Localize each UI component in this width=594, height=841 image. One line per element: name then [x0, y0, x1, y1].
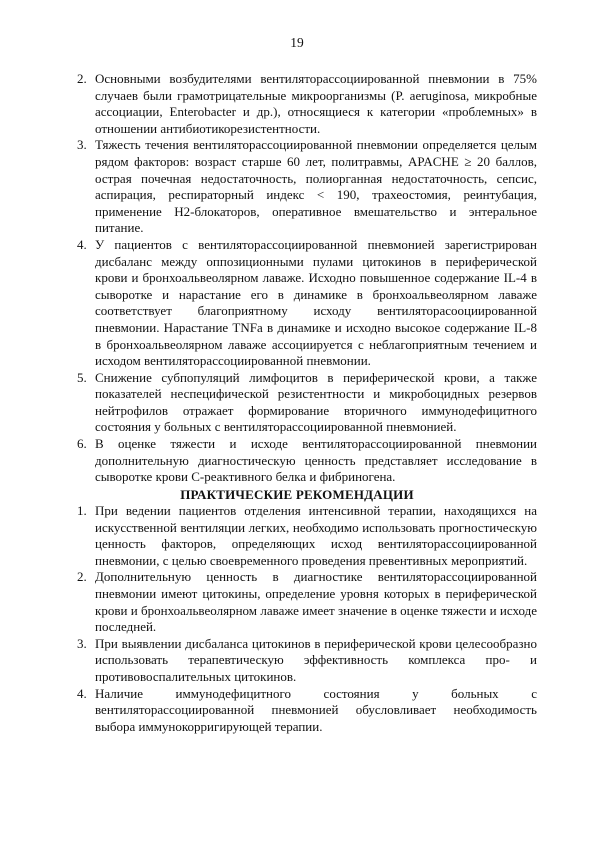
list-item — [77, 436, 537, 486]
list-item-text: Снижение субпопуляций лимфоцитов в периферической крови, а также показателей неспецифической резистентности и микробоцидных резервов нейтрофилов отражает формирование вторичного иммунодефицитного состояния у больных с вентиляторассоциированной пневмонией. — [95, 369, 537, 435]
list-item — [77, 636, 537, 686]
section-heading: ПРАКТИЧЕСКИЕ РЕКОМЕНДАЦИИ — [180, 487, 414, 502]
list-item-text: Основными возбудителями вентиляторассоциированной пневмонии в 75% случаев были грамотрицательные микроорганизмы (P. aeruginosa, микробные ассоциации, Enterobacter и др.), относящиеся к категории «проблемных» в отношении антибиотикорезистентности. — [95, 71, 537, 136]
page-number: 19 — [290, 35, 304, 50]
recommendations-list — [77, 503, 537, 735]
list-item-text: Наличие иммунодефицитного состояния у больных с вентиляторассоциированной пневмонией обусловливает необходимость выбора иммунокорригирующей терапии. — [95, 685, 537, 734]
list-item — [77, 137, 537, 237]
list-item-number: 4. — [77, 236, 87, 252]
list-item — [77, 71, 537, 137]
list-item-text: Тяжесть течения вентиляторассоциированной пневмонии определяется целым рядом факторов: возраст старше 60 лет, политравмы, APACHE ≥ 20 баллов, острая почечная недостаточность, полиорганная недостаточность, сепсис, аспирация, респираторный индекс < 190, трахеостомия, реинтубация, применение H2-блокаторов, оперативное вмешательство и энтеральное питание. — [95, 137, 537, 236]
list-item-number: 2. — [77, 569, 87, 585]
list-item-number: 3. — [77, 137, 87, 153]
conclusions-list — [77, 71, 537, 486]
list-item — [77, 686, 537, 736]
list-item-number: 6. — [77, 436, 87, 452]
list-item — [77, 370, 537, 436]
list-item-text: В оценке тяжести и исходе вентиляторассоциированной пневмонии дополнительную диагностическую ценность представляет исследование в сыворотке крови С-реактивного белка и фибриногена. — [95, 436, 537, 485]
list-item-text: Дополнительную ценность в диагностике вентиляторассоциированной пневмонии имеют цитокины, определение уровня которых в периферической крови и бронхоальвеолярном лаваже имеет значение в оценке тяжести и исходе последней. — [95, 569, 537, 635]
list-item-number: 4. — [77, 685, 87, 701]
list-item — [77, 503, 537, 569]
list-item-number: 1. — [77, 503, 87, 518]
list-item-number: 2. — [77, 71, 87, 86]
list-item — [77, 569, 537, 635]
list-item — [77, 237, 537, 370]
list-item-text: При ведении пациентов отделения интенсивной терапии, находящихся на искусственной вентиляции легких, необходимо использовать прогностическую ценность факторов, определяющих исход вентиляторассоциированной пневмонии, с целью своевременного проведения превентивных мероприятий. — [95, 503, 537, 568]
list-item-text: При выявлении дисбаланса цитокинов в периферической крови целесообразно использовать терапевтическую эффективность комплекса про- и противовоспалительных цитокинов. — [95, 635, 537, 684]
list-item-number: 3. — [77, 635, 87, 651]
list-item-number: 5. — [77, 369, 87, 385]
list-item-text: У пациентов с вентиляторассоциированной пневмонией зарегистрирован дисбаланс между оппозиционными пулами цитокинов в периферической крови и бронхоальвеолярном лаваже. Исходно повышенное содержание IL-4 в сыворотке и нарастание его в динамике в бронхоальвеолярном лаваже соответствует благоприятному исходу вентиляторасооциированной пневмонии. Нарастание TNFa в динамике и исходно высокое содержание IL-8 в бронхоальвеолярном лаваже ассоциируется с неблагоприятным течением и исходом вентиляторассоциированной пневмонии. — [95, 236, 537, 369]
